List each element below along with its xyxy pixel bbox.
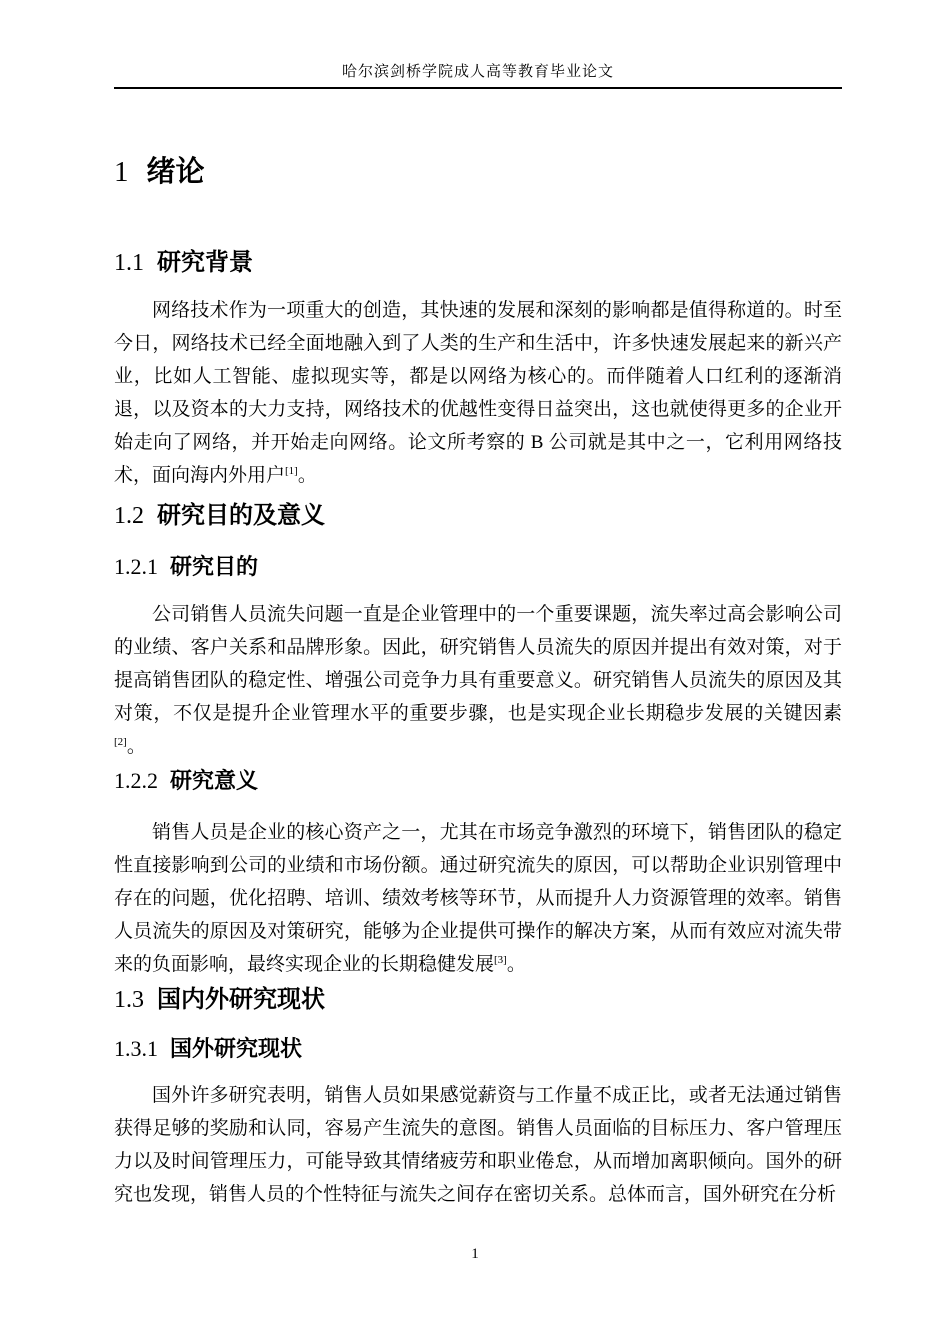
subsection-title: 研究目的 (170, 554, 259, 579)
section-heading-1-2 (114, 501, 842, 531)
subsection-title: 国外研究现状 (170, 1036, 303, 1061)
chapter-number: 1 (114, 156, 129, 188)
paragraph-text: 销售人员是企业的核心资产之一，尤其在市场竞争激烈的环境下，销售团队的稳定性直接影响到公司的业绩和市场份额。通过研究流失的原因，可以帮助企业识别管理中存在的问题，优化招聘、培训、绩效考核等环节，从而提升人力资源管理的效率。销售人员流失的原因及对策研究，能够为企业提供可操作的解决方案，从而有效应对流失带来的负面影响，最终实现企业的长期稳健发展 (114, 822, 842, 975)
page-footer (0, 1244, 950, 1264)
paragraph-text: 公司销售人员流失问题一直是企业管理中的一个重要课题，流失率过高会影响公司的业绩、客户关系和品牌形象。因此，研究销售人员流失的原因并提出有效对策，对于提高销售团队的稳定性、增强公司竞争力具有重要意义。研究销售人员流失的原因及其对策，不仅是提升企业管理水平的重要步骤，也是实现企业长期稳步发展的关键因素 (114, 604, 842, 724)
paragraph-text: 国外许多研究表明，销售人员如果感觉薪资与工作量不成正比，或者无法通过销售获得足够的奖励和认同，容易产生流失的意图。销售人员面临的目标压力、客户管理压力以及时间管理压力，可能导致其情绪疲劳和职业倦怠，从而增加离职倾向。国外的研究也发现，销售人员的个性特征与流失之间存在密切关系。总体而言，国外研究在分析 (114, 1085, 842, 1205)
subsection-title: 研究意义 (170, 768, 259, 793)
section-title: 研究目的及意义 (157, 502, 325, 529)
subsection-number: 1.2.1 (114, 554, 158, 579)
section-number: 1.3 (114, 987, 144, 1013)
citation-ref-3: [3] (494, 954, 507, 966)
section-title: 研究背景 (157, 249, 253, 276)
chapter-title: 绪论 (146, 156, 205, 188)
subsection-number: 1.2.2 (114, 768, 158, 793)
page-number: 1 (471, 1246, 479, 1262)
running-title: 哈尔滨剑桥学院成人高等教育毕业论文 (341, 64, 614, 80)
paragraph-tail: 。 (297, 465, 317, 486)
citation-ref-1: [1] (285, 465, 298, 477)
paragraph-tail: 。 (126, 736, 146, 757)
citation-ref-2: [2] (114, 736, 127, 748)
chapter-heading (114, 155, 842, 190)
subsection-heading-1-3-1 (114, 1036, 842, 1062)
subsection-heading-1-2-1 (114, 554, 842, 580)
section-title: 国内外研究现状 (157, 986, 325, 1013)
subsection-heading-1-2-2 (114, 768, 842, 794)
section-heading-1-1 (114, 248, 842, 278)
paragraph-text: 网络技术作为一项重大的创造，其快速的发展和深刻的影响都是值得称道的。时至今日，网络技术已经全面地融入到了人类的生产和生活中，许多快速发展起来的新兴产业，比如人工智能、虚拟现实等，都是以网络为核心的。而伴随着人口红利的逐渐消退，以及资本的大力支持，网络技术的优越性变得日益突出，这也就使得更多的企业开始走向了网络，并开始走向网络。论文所考察的 B 公司就是其中之一，它利用网络技术，面向海内外用户 (114, 300, 842, 486)
paragraph-research-significance (114, 816, 842, 981)
subsection-number: 1.3.1 (114, 1036, 158, 1061)
section-number: 1.2 (114, 503, 144, 529)
page-header (114, 0, 842, 89)
paragraph-foreign-research-status (114, 1079, 842, 1211)
section-heading-1-3 (114, 985, 842, 1015)
paragraph-tail: 。 (506, 954, 526, 975)
paragraph-research-purpose (114, 598, 842, 763)
paragraph-research-background (114, 294, 842, 492)
section-number: 1.1 (114, 250, 144, 276)
